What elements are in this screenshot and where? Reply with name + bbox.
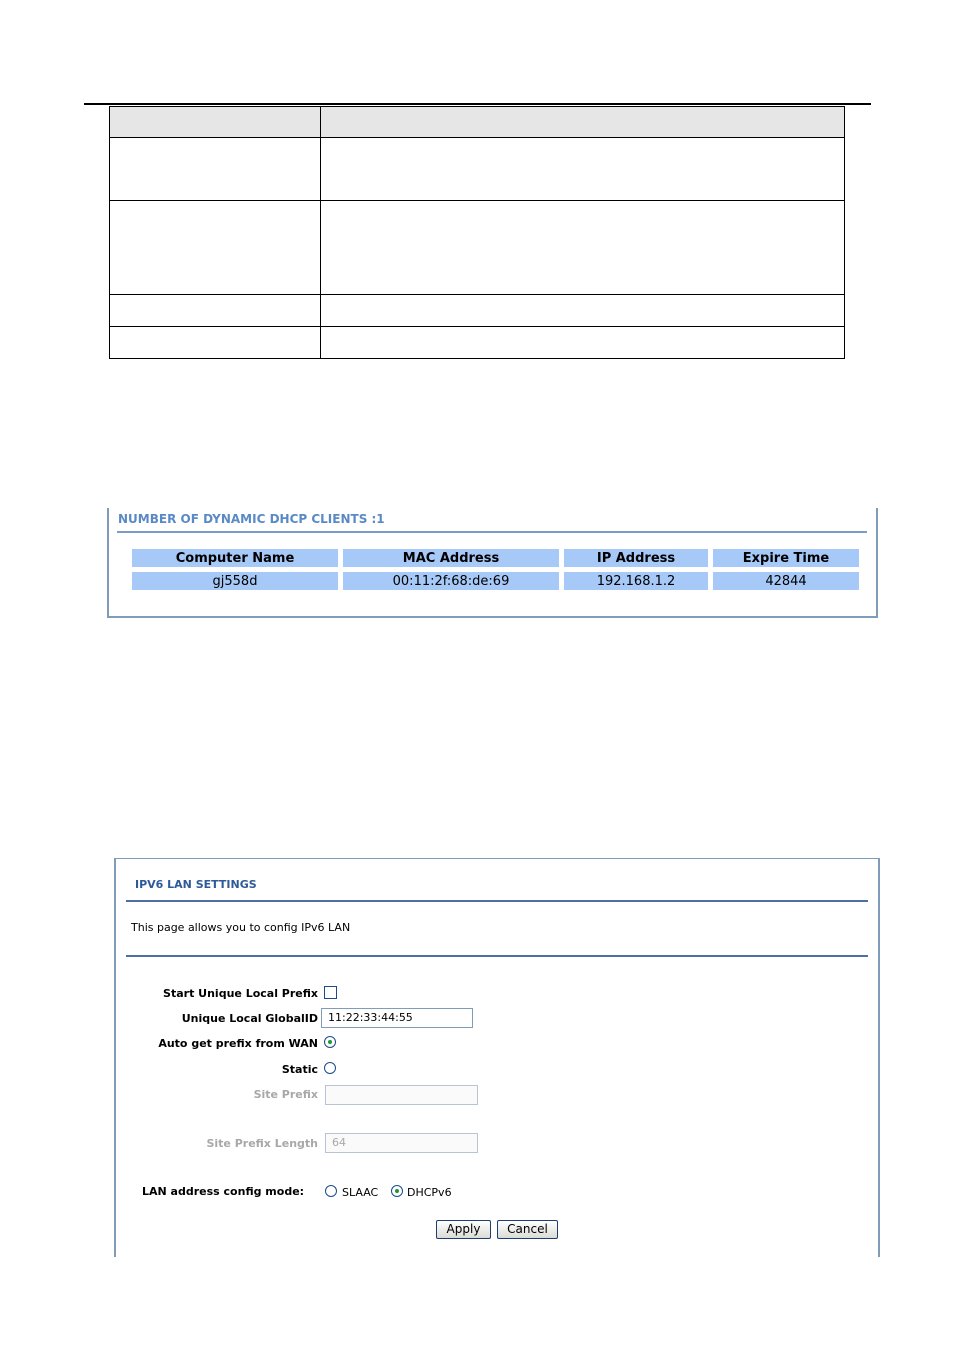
- slaac-radio[interactable]: [325, 1185, 337, 1197]
- cell-ip-address: 192.168.1.2: [563, 571, 709, 591]
- doc-table: [109, 106, 845, 359]
- doc-table-row: [110, 327, 845, 359]
- lan-address-config-mode-label: LAN address config mode:: [142, 1185, 305, 1198]
- column-header-expire-time: Expire Time: [712, 548, 860, 568]
- top-rule: [84, 103, 871, 105]
- doc-table-row: [110, 138, 845, 201]
- start-unique-local-prefix-checkbox[interactable]: [324, 986, 337, 999]
- cell-mac-address: 00:11:2f:68:de:69: [342, 571, 560, 591]
- dhcpv6-label: DHCPv6: [407, 1186, 452, 1199]
- slaac-label: SLAAC: [342, 1186, 379, 1199]
- title-rule: [126, 900, 868, 902]
- auto-get-prefix-radio[interactable]: [324, 1036, 336, 1048]
- column-header-ip-address: IP Address: [563, 548, 709, 568]
- ipv6-lan-title: IPV6 LAN SETTINGS: [135, 878, 257, 891]
- table-row: [131, 571, 860, 591]
- doc-table-header: [110, 107, 845, 138]
- doc-table-row: [110, 295, 845, 327]
- site-prefix-length-label: Site Prefix Length: [206, 1137, 318, 1150]
- auto-get-prefix-label: Auto get prefix from WAN: [158, 1037, 318, 1050]
- apply-button[interactable]: Apply: [436, 1220, 491, 1239]
- dhcp-table-header: [131, 548, 860, 568]
- site-prefix-length-input[interactable]: 64: [325, 1133, 478, 1153]
- dhcp-title-rule: [117, 531, 867, 533]
- static-radio[interactable]: [324, 1062, 336, 1074]
- page-description: This page allows you to config IPv6 LAN: [131, 921, 351, 934]
- cell-expire-time: 42844: [712, 571, 860, 591]
- description-rule: [126, 955, 868, 957]
- static-label: Static: [281, 1063, 318, 1076]
- column-header-computer-name: Computer Name: [131, 548, 339, 568]
- dhcp-clients-table: [128, 545, 863, 594]
- cancel-button[interactable]: Cancel: [497, 1220, 558, 1239]
- dhcp-clients-panel: [107, 508, 878, 618]
- cell-computer-name: gj558d: [131, 571, 339, 591]
- site-prefix-label: Site Prefix: [253, 1088, 318, 1101]
- unique-local-globalid-label: Unique Local GlobalID: [181, 1012, 318, 1025]
- site-prefix-input[interactable]: [325, 1085, 478, 1105]
- ipv6-lan-settings-panel: [114, 858, 880, 1257]
- doc-table-row: [110, 201, 845, 295]
- column-header-mac-address: MAC Address: [342, 548, 560, 568]
- dhcp-clients-title: NUMBER OF DYNAMIC DHCP CLIENTS :1: [118, 512, 385, 526]
- dhcpv6-radio[interactable]: [391, 1185, 403, 1197]
- start-unique-local-prefix-label: Start Unique Local Prefix: [163, 987, 318, 1000]
- unique-local-globalid-input[interactable]: 11:22:33:44:55: [321, 1008, 473, 1028]
